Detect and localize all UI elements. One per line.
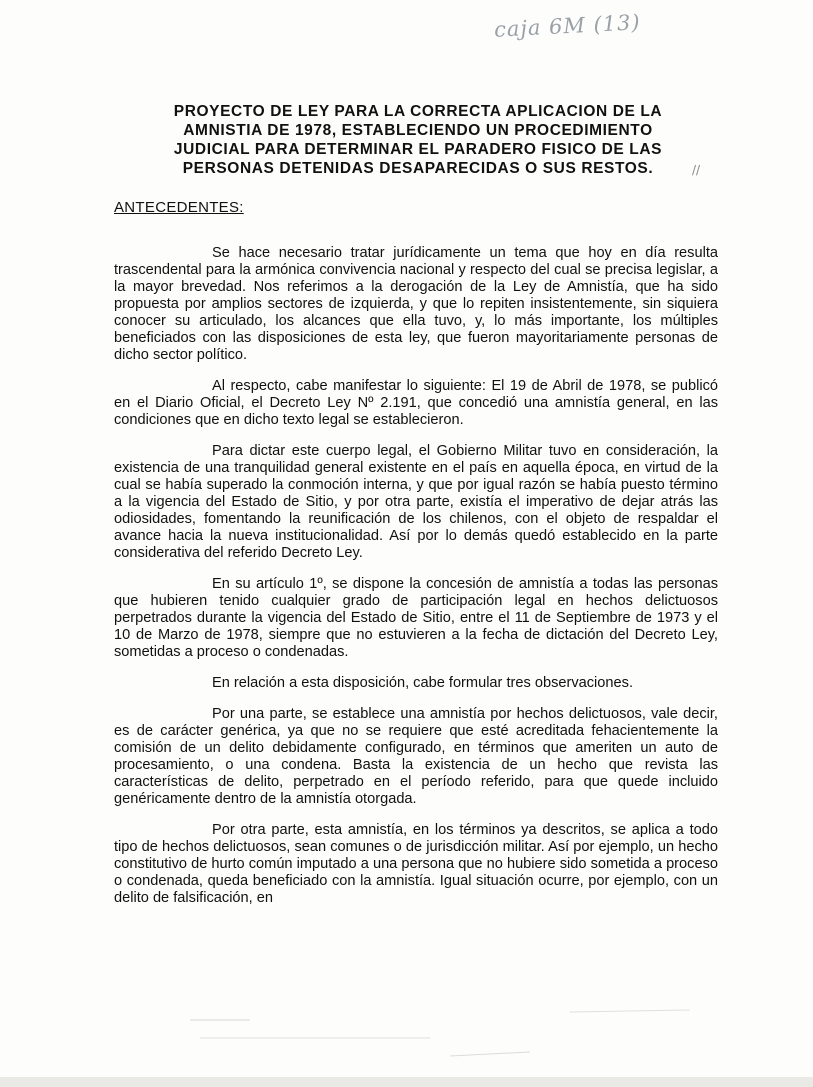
paragraph: En su artículo 1º, se dispone la concesión de amnistía a todas las personas que hubieren tenido cualquier grado de participación legal en hechos delictuosos perpetrados durante la vigencia del Estado de Sitio, entre el 11 de Septiembre de 1973 y el 10 de Marzo de 1978, siempre que no estuvieren a la fecha de dictación del Decreto Ley, sometidas a proceso o condenadas. (114, 576, 718, 660)
paragraph: Se hace necesario tratar jurídicamente un tema que hoy en día resulta trascendental para la armónica convivencia nacional y respecto del cual se precisa legislar, a la mayor brevedad. Nos referimos a la derogación de la Ley de Amnistía, que ha sido propuesta por amplios sectores de izquierda, y que lo repiten insistentemente, sin siquiera conocer su articulado, los alcances que ella tuvo, y, lo más importante, los múltiples beneficiados con las disposiciones de esta ley, que fueron mayoritariamente personas de dicho sector político. (114, 245, 718, 363)
section-heading: ANTECEDENTES: (114, 199, 244, 216)
body-text (114, 245, 718, 907)
paragraph: En relación a esta disposición, cabe formular tres observaciones. (212, 675, 634, 691)
title-line: JUDICIAL PARA DETERMINAR EL PARADERO FISICO DE LAS (173, 141, 663, 158)
page-bottom-edge (0, 1077, 813, 1087)
title-line: PROYECTO DE LEY PARA LA CORRECTA APLICACION DE LA (173, 103, 663, 120)
bleed-through-marks (190, 998, 710, 1068)
paragraph: Por una parte, se establece una amnistía por hechos delictuosos, vale decir, es de carácter genérica, ya que no se requiere que esté acreditada fehacientemente la comisión de un delito debidamente configurado, en términos que ameriten un auto de procesamiento, o una condena. Basta la existencia de un hecho que revista las características de delito, perpetrado en el período referido, para que quede incluido genéricamente dentro de la amnistía otorgada. (114, 706, 718, 807)
document-title (143, 102, 693, 178)
paragraph: Por otra parte, esta amnistía, en los términos ya descritos, se aplica a todo tipo de hechos delictuosos, sean comunes o de jurisdicción militar. Así por ejemplo, un hecho constitutivo de hurto común imputado a una persona que no hubiere sido sometida a proceso o condenada, queda beneficiado con la amnistía. Igual situación ocurre, por ejemplo, con un delito de falsificación, en (114, 822, 718, 906)
pen-mark: // (692, 163, 701, 177)
paragraph: Al respecto, cabe manifestar lo siguiente: El 19 de Abril de 1978, se publicó en el Diario Oficial, el Decreto Ley Nº 2.191, que concedió una amnistía general, en las condiciones que en dicho texto legal se establecieron. (114, 378, 718, 428)
paragraph: Para dictar este cuerpo legal, el Gobierno Militar tuvo en consideración, la existencia de una tranquilidad general existente en el país en aquella época, en virtud de la cual se había superado la conmoción interna, y que por igual razón se había puesto término a la vigencia del Estado de Sitio, y por otra parte, existía el imperativo de dejar atrás las odiosidades, fomentando la reunificación de los chilenos, con el objeto de respaldar el avance hacia la nueva institucionalidad. Así por lo demás quedó establecido en la parte considerativa del referido Decreto Ley. (114, 443, 718, 561)
title-line: AMNISTIA DE 1978, ESTABLECIENDO UN PROCEDIMIENTO (183, 122, 653, 139)
handwritten-box-note: caja 6M (13) (493, 10, 642, 42)
bleed-through-scribble (190, 998, 710, 1068)
title-line: PERSONAS DETENIDAS DESAPARECIDAS O SUS RESTOS. (182, 160, 654, 177)
